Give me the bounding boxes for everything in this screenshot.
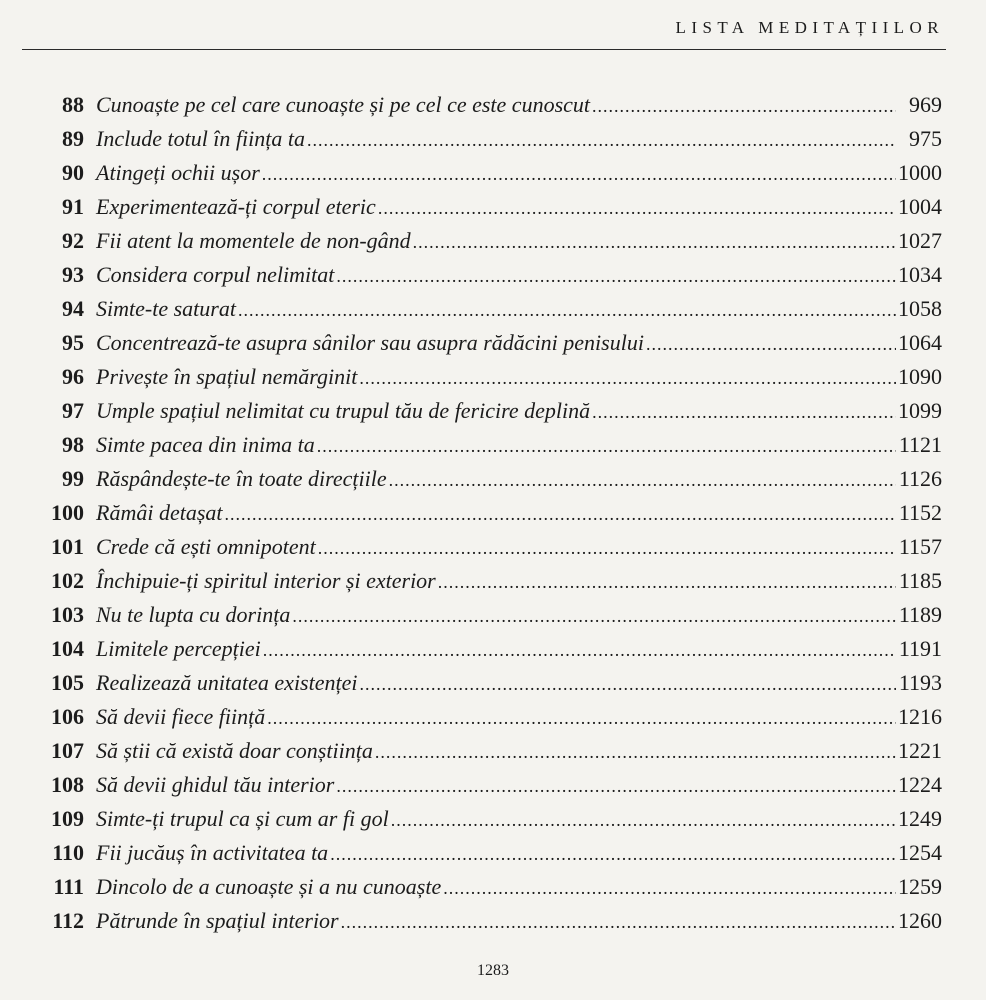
- toc-entry: [30, 296, 942, 330]
- entry-title: Fii atent la momentele de non-gând: [96, 228, 411, 253]
- entry-title: Închipuie-ți spiritul interior și exterior: [96, 568, 436, 593]
- toc-entry: [30, 500, 942, 534]
- entry-title: Atingeți ochii ușor: [96, 160, 260, 185]
- entry-number: 105: [51, 670, 84, 695]
- toc-entry: [30, 126, 942, 160]
- entry-page: 975: [909, 126, 942, 151]
- entry-title: Crede că ești omnipotent: [96, 534, 316, 559]
- dot-leader: [341, 912, 896, 933]
- toc-entry: [30, 262, 942, 296]
- entry-page: 1224: [898, 772, 942, 797]
- toc-entry: [30, 398, 942, 432]
- entry-title: Concentrează-te asupra sânilor sau asupra rădăcini penisului: [96, 330, 644, 355]
- entry-page: 1058: [898, 296, 942, 321]
- dot-leader: [330, 844, 896, 865]
- entry-page: 1254: [898, 840, 942, 865]
- toc-entry: [30, 806, 942, 840]
- dot-leader: [360, 674, 897, 695]
- entry-page: 1260: [898, 908, 942, 933]
- entry-title: Umple spațiul nelimitat cu trupul tău de fericire deplină: [96, 398, 591, 423]
- entry-title: Să devii fiece ființă: [96, 704, 266, 729]
- toc-entry: [30, 228, 942, 262]
- dot-leader: [267, 708, 896, 729]
- entry-number: 92: [62, 228, 84, 253]
- entry-number: 107: [51, 738, 84, 763]
- entry-title: Rămâi detașat: [96, 500, 223, 525]
- entry-page: 1191: [898, 636, 942, 661]
- toc-entry: [30, 704, 942, 738]
- toc-entry: [30, 670, 942, 704]
- dot-leader: [238, 300, 896, 321]
- dot-leader: [438, 572, 896, 593]
- table-of-contents: [30, 92, 942, 942]
- entry-page: 1090: [898, 364, 942, 389]
- entry-page: 1259: [898, 874, 942, 899]
- dot-leader: [225, 504, 897, 525]
- entry-number: 97: [62, 398, 84, 423]
- entry-number: 89: [62, 126, 84, 151]
- entry-number: 106: [51, 704, 84, 729]
- entry-number: 95: [62, 330, 84, 355]
- dot-leader: [391, 810, 896, 831]
- dot-leader: [443, 878, 896, 899]
- entry-page: 1216: [898, 704, 942, 729]
- entry-page: 1249: [898, 806, 942, 831]
- entry-number: 104: [51, 636, 84, 661]
- toc-entry: [30, 534, 942, 568]
- entry-title: Include totul în ființa ta: [96, 126, 305, 151]
- entry-title: Să devii ghidul tău interior: [96, 772, 335, 797]
- dot-leader: [336, 776, 896, 797]
- dot-leader: [592, 96, 896, 117]
- entry-page: 969: [909, 92, 942, 117]
- entry-title: Simte-ți trupul ca și cum ar fi gol: [96, 806, 389, 831]
- entry-number: 91: [62, 194, 84, 219]
- toc-entry: [30, 432, 942, 466]
- entry-title: Privește în spațiul nemărginit: [96, 364, 358, 389]
- toc-entry: [30, 840, 942, 874]
- entry-number: 88: [62, 92, 84, 117]
- toc-entry: [30, 772, 942, 806]
- dot-leader: [263, 640, 896, 661]
- entry-title: Experimentează-ți corpul eteric: [96, 194, 376, 219]
- entry-title: Nu te lupta cu dorința: [96, 602, 291, 627]
- entry-number: 111: [53, 874, 84, 899]
- dot-leader: [292, 606, 896, 627]
- entry-page: 1152: [898, 500, 942, 525]
- entry-number: 109: [51, 806, 84, 831]
- entry-number: 98: [62, 432, 84, 457]
- entry-title: Simte pacea din inima ta: [96, 432, 315, 457]
- entry-number: 94: [62, 296, 84, 321]
- entry-title: Considera corpul nelimitat: [96, 262, 335, 287]
- header-rule: [22, 49, 946, 50]
- entry-number: 102: [51, 568, 84, 593]
- entry-number: 93: [62, 262, 84, 287]
- entry-title: Fii jucăuș în activitatea ta: [96, 840, 329, 865]
- entry-page: 1034: [898, 262, 942, 287]
- dot-leader: [375, 742, 896, 763]
- dot-leader: [317, 436, 896, 457]
- toc-entry: [30, 160, 942, 194]
- toc-entry: [30, 92, 942, 126]
- toc-entry: [30, 874, 942, 908]
- entry-title: Realizează unitatea existenței: [96, 670, 358, 695]
- dot-leader: [262, 164, 896, 185]
- entry-page: 1027: [898, 228, 942, 253]
- entry-page: 1157: [898, 534, 942, 559]
- entry-title: Răspândește-te în toate direcțiile: [96, 466, 387, 491]
- entry-page: 1064: [898, 330, 942, 355]
- dot-leader: [307, 130, 896, 151]
- dot-leader: [389, 470, 896, 491]
- toc-entry: [30, 738, 942, 772]
- entry-page: 1185: [898, 568, 942, 593]
- dot-leader: [646, 334, 896, 355]
- entry-number: 103: [51, 602, 84, 627]
- page-number: 1283: [477, 962, 509, 979]
- entry-number: 90: [62, 160, 84, 185]
- entry-number: 96: [62, 364, 84, 389]
- entry-page: 1126: [898, 466, 942, 491]
- entry-page: 1000: [898, 160, 942, 185]
- entry-page: 1221: [898, 738, 942, 763]
- running-title: LISTA MEDITAȚIILOR: [675, 18, 944, 37]
- entry-number: 112: [52, 908, 84, 933]
- entry-title: Limitele percepției: [96, 636, 261, 661]
- entry-page: 1099: [898, 398, 942, 423]
- dot-leader: [592, 402, 896, 423]
- entry-title: Cunoaște pe cel care cunoaște și pe cel ce este cunoscut: [96, 92, 591, 117]
- entry-number: 101: [51, 534, 84, 559]
- toc-entry: [30, 466, 942, 500]
- entry-title: Simte-te saturat: [96, 296, 236, 321]
- toc-entry: [30, 602, 942, 636]
- entry-page: 1189: [898, 602, 942, 627]
- dot-leader: [318, 538, 896, 559]
- entry-page: 1193: [898, 670, 942, 695]
- dot-leader: [336, 266, 896, 287]
- toc-entry: [30, 568, 942, 602]
- entry-number: 99: [62, 466, 84, 491]
- dot-leader: [359, 368, 896, 389]
- toc-entry: [30, 364, 942, 398]
- toc-entry: [30, 194, 942, 228]
- toc-entry: [30, 330, 942, 364]
- dot-leader: [413, 232, 896, 253]
- entry-number: 110: [52, 840, 84, 865]
- entry-page: 1004: [898, 194, 942, 219]
- toc-entry: [30, 636, 942, 670]
- entry-number: 108: [51, 772, 84, 797]
- entry-number: 100: [51, 500, 84, 525]
- toc-entry: [30, 908, 942, 942]
- dot-leader: [378, 198, 896, 219]
- entry-title: Pătrunde în spațiul interior: [96, 908, 339, 933]
- entry-title: Să știi că există doar conștiința: [96, 738, 373, 763]
- entry-page: 1121: [898, 432, 942, 457]
- entry-title: Dincolo de a cunoaște și a nu cunoaște: [96, 874, 442, 899]
